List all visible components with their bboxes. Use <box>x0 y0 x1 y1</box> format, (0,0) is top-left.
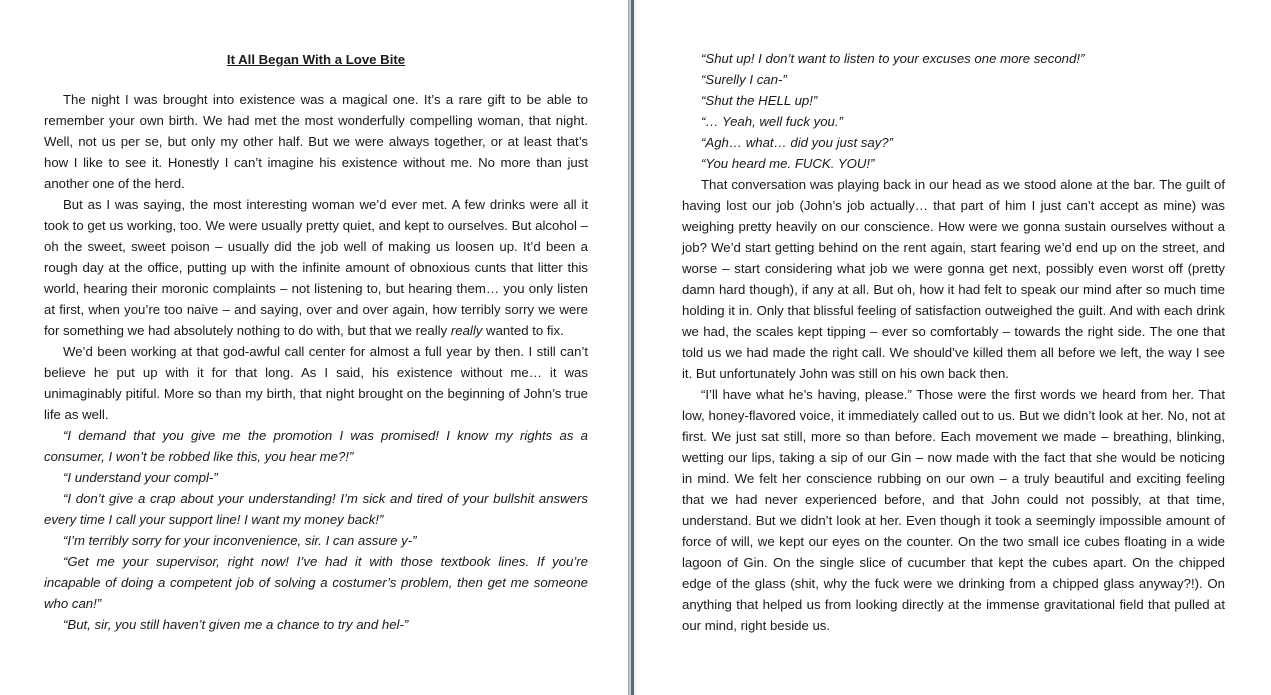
dialogue-line: “You heard me. FUCK. YOU!” <box>701 156 875 171</box>
dialogue-line: “Agh… what… did you just say?” <box>701 135 894 150</box>
paragraph: That conversation was playing back in our head as we stood alone at the bar. The guilt of having lost our job (John’s job actually… that part of him I just can’t accept as mine) was weighing pretty heavily on our conscience. How were we gonna sustain ourselves without a job? We’d start getting behind on the rent again, start fearing we’d end up on the street, and worse – start considering what job we were gonna get next, possibly even worst off (pretty damn hard though), if any at all. But oh, how it had felt to speak our mind after so much time holding it in. Only that blissful feeling of satisfaction outweighed the guilt. And with each drink we had, the scales kept tipping – ever so comfortably – towards the right side. The one that told us we had made the right call. We should’ve killed them all before we left, the way I see it. But unfortunately John was still on his own back then. <box>682 177 1225 381</box>
dialogue-line: “Get me your supervisor, right now! I’ve had it with those textbook lines. If you’re incapable of doing a competent job of solving a costumer’s problem, then get me someone who can!” <box>44 554 588 611</box>
dialogue-line: “… Yeah, well fuck you.” <box>701 114 843 129</box>
paragraph-text: wanted to fix. <box>482 323 564 338</box>
right-page-text <box>682 48 1225 636</box>
page-divider <box>628 0 640 695</box>
dialogue-line: “But, sir, you still haven’t given me a chance to try and hel-” <box>63 617 409 632</box>
dialogue-line: “Shut the HELL up!” <box>701 93 818 108</box>
right-page <box>640 0 1271 695</box>
dialogue-line: “Surelly I can-” <box>701 72 787 87</box>
left-page <box>0 0 628 695</box>
document-title: It All Began With a Love Bite <box>226 52 406 67</box>
left-page-text <box>44 49 588 635</box>
dialogue-line: “Shut up! I don’t want to listen to your excuses one more second!” <box>701 51 1085 66</box>
dialogue-line: “I don’t give a crap about your understanding! I’m sick and tired of your bullshit answers every time I call your support line! I want my money back!” <box>44 491 588 527</box>
dialogue-line: “I understand your compl-” <box>63 470 218 485</box>
dialogue-line: “I demand that you give me the promotion I was promised! I know my rights as a consumer, I won’t be robbed like this, you hear me?!” <box>44 428 588 464</box>
paragraph: “I’ll have what he’s having, please.” Those were the first words we heard from her. That low, honey-flavored voice, it immediately called out to us. But we didn’t look at her. No, not at first. We just sat still, more so than before. Each movement we made – breathing, blinking, wetting our lips, taking a sip of our Gin – now made with the fact that she would be noticing in mind. We felt her conscience rubbing on our own – a truly beautiful and exciting feeling that we had never experienced before, and that John could not possibly, at that time, understand. But we didn’t look at her. Even though it took a seemingly impossible amount of force of will, we kept our eyes on the counter. On the two small ice cubes floating in a wide lagoon of Gin. On the single slice of cucumber that kept the cubes apart. On the chipped edge of the glass (shit, why the fuck were we drinking from a chipped glass anyway?!). On anything that helped us from looking directly at the immense gravitational field that pulled at our mind, right beside us. <box>682 387 1225 633</box>
paragraph-text: But as I was saying, the most interesting woman we’d ever met. A few drinks were all it took to get us working, too. We were usually pretty quiet, and kept to ourselves. But alcohol – oh the sweet, sweet poison – usually did the job well of making us loosen up. It’d been a rough day at the office, putting up with the infinite amount of obnoxious cunts that litter this world, hearing their moronic complaints – not listening to, but hearing them… you only listen at first, when you’re too naive – and saying, over and over again, how terribly sorry we were for something we had absolutely nothing to do with, but that we really <box>44 197 588 338</box>
dialogue-line: “I’m terribly sorry for your inconvenience, sir. I can assure y-” <box>63 533 417 548</box>
paragraph <box>44 194 588 341</box>
paragraph: We’d been working at that god-awful call center for almost a full year by then. I still can’t believe he put up with it for that long. As I said, his existence without me… it was unimaginably pitiful. More so than my birth, that night brought on the beginning of John’s true life as well. <box>44 344 588 422</box>
emphasized-word: really <box>450 323 483 338</box>
paragraph: The night I was brought into existence was a magical one. It’s a rare gift to be able to remember your own birth. We had met the most wonderfully compelling woman, that night. Well, not us per se, but only my other half. But we were always together, or at least that’s how I like to see it. Honestly I can’t imagine his existence without me. No more than just another one of the herd. <box>44 92 588 191</box>
